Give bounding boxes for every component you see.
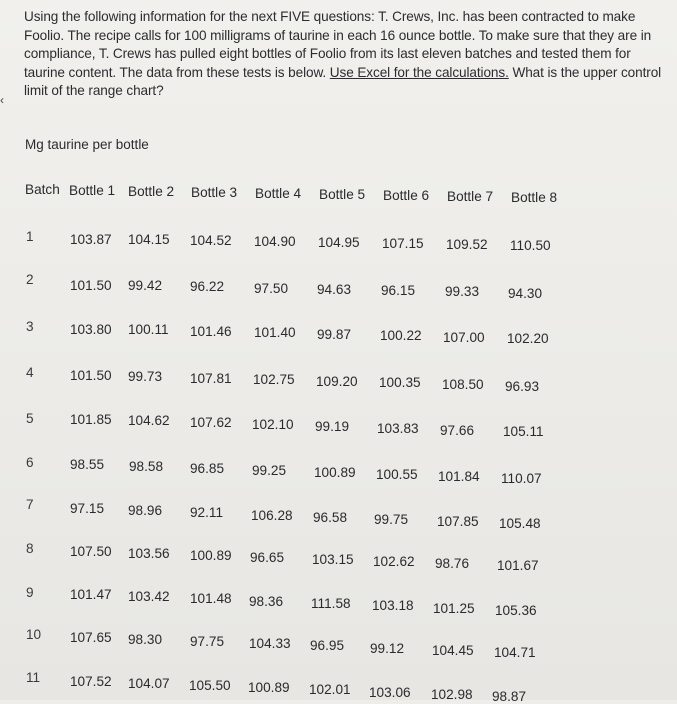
batch-number: 9 <box>26 585 34 600</box>
edge-artifact: ‹ <box>0 93 4 107</box>
table-cell: 103.80 <box>70 322 112 337</box>
table-cell: 99.42 <box>128 278 163 293</box>
table-cell: 101.25 <box>433 601 475 616</box>
table-cell: 107.50 <box>70 544 112 559</box>
table-cell: 100.89 <box>248 680 290 695</box>
table-cell: 97.75 <box>190 634 225 649</box>
table-cell: 103.06 <box>369 685 411 700</box>
table-cell: 96.93 <box>505 379 540 394</box>
table-cell: 104.95 <box>318 235 360 250</box>
table-cell: 94.30 <box>508 286 543 301</box>
table-cell: 103.83 <box>377 421 419 436</box>
batch-number: 4 <box>26 365 34 380</box>
batch-number: 10 <box>26 627 42 642</box>
table-cell: 111.58 <box>311 596 351 611</box>
question-body: Using the following information for the next FIVE questions: T. Crews, Inc. has been contracted to make Foolio. The recipe calls for 100 milligrams of taurine in each 16 ounce bottle. To make sure that they are in compliance, T. Crews has pulled eight bottles of Foolio from its last eleven batches and tested them for taurine content. The data from these tests is below. <box>24 9 652 80</box>
table-cell: 98.76 <box>435 556 470 571</box>
table-cell: 110.07 <box>501 471 542 486</box>
table-cell: 102.10 <box>252 417 294 432</box>
table-cell: 104.62 <box>128 413 170 428</box>
table-cell: 102.62 <box>373 554 415 569</box>
header-bottle-3: Bottle 3 <box>191 185 238 200</box>
table-cell: 105.36 <box>495 603 537 618</box>
table-cell: 104.45 <box>432 643 474 658</box>
table-cell: 99.73 <box>128 369 163 384</box>
table-cell: 109.52 <box>446 237 488 252</box>
table-cell: 96.65 <box>250 550 285 565</box>
table-cell: 98.96 <box>128 503 163 518</box>
table-cell: 102.98 <box>431 687 473 702</box>
table-cell: 101.50 <box>70 368 112 383</box>
table-cell: 104.15 <box>128 232 170 247</box>
table-cell: 101.84 <box>438 469 480 484</box>
question-text <box>24 8 664 101</box>
table-cell: 109.20 <box>316 374 358 389</box>
excel-instruction: Use Excel for the calculations. <box>329 64 509 80</box>
table-cell: 102.75 <box>253 372 295 387</box>
header-bottle-2: Bottle 2 <box>128 184 175 199</box>
table-cell: 101.85 <box>70 412 112 427</box>
batch-number: 1 <box>26 229 34 244</box>
batch-number: 6 <box>26 455 34 470</box>
table-cell: 107.62 <box>190 415 232 430</box>
header-bottle-8: Bottle 8 <box>511 190 558 205</box>
table-cell: 100.89 <box>190 548 232 563</box>
batch-number: 5 <box>26 411 34 426</box>
table-cell: 107.15 <box>382 236 424 251</box>
table-cell: 96.58 <box>313 510 348 525</box>
table-cell: 107.52 <box>70 674 112 689</box>
header-bottle-5: Bottle 5 <box>319 187 366 202</box>
table-cell: 99.33 <box>445 284 480 299</box>
table-cell: 104.07 <box>128 676 170 691</box>
batch-number: 2 <box>26 272 34 287</box>
table-cell: 94.63 <box>317 282 352 297</box>
table-cell: 97.15 <box>70 501 105 516</box>
table-cell: 104.71 <box>494 645 536 660</box>
table-cell: 107.00 <box>443 330 485 345</box>
table-cell: 99.75 <box>374 512 409 527</box>
table-cell: 100.55 <box>376 467 418 482</box>
table-cell: 102.20 <box>507 331 549 346</box>
batch-number: 8 <box>26 541 34 556</box>
table-cell: 98.36 <box>249 594 284 609</box>
table-cell: 107.81 <box>190 371 232 386</box>
table-cell: 101.48 <box>190 591 232 606</box>
table-cell: 110.50 <box>510 238 551 253</box>
table-cell: 107.85 <box>437 514 479 529</box>
table-cell: 107.65 <box>70 630 112 645</box>
table-cell: 105.48 <box>499 516 541 531</box>
table-cell: 108.50 <box>442 377 484 392</box>
table-cell: 98.58 <box>129 459 164 474</box>
table-cell: 98.55 <box>70 457 105 472</box>
batch-number: 7 <box>26 497 34 512</box>
table-cell: 96.22 <box>190 279 225 294</box>
header-bottle-1: Bottle 1 <box>69 183 116 198</box>
table-cell: 101.67 <box>497 558 539 573</box>
table-cell: 103.18 <box>372 598 414 613</box>
header-bottle-6: Bottle 6 <box>383 188 430 203</box>
table-cell: 99.87 <box>317 327 352 342</box>
table-cell: 96.95 <box>310 638 345 653</box>
table-cell: 98.87 <box>492 689 527 704</box>
table-cell: 98.30 <box>128 632 163 647</box>
table-cell: 105.50 <box>189 678 231 693</box>
table-cell: 104.90 <box>254 234 296 249</box>
table-cell: 99.19 <box>315 419 350 434</box>
table-cell: 100.35 <box>379 375 421 390</box>
table-cell: 103.56 <box>128 546 170 561</box>
header-bottle-4: Bottle 4 <box>255 186 302 201</box>
table-cell: 106.28 <box>251 508 293 523</box>
table-cell: 100.89 <box>314 465 356 480</box>
table-cell: 97.66 <box>440 423 475 438</box>
table-cell: 103.42 <box>128 589 170 604</box>
table-cell: 104.33 <box>249 636 291 651</box>
table-cell: 96.15 <box>381 283 416 298</box>
table-cell: 101.50 <box>70 278 112 293</box>
table-cell: 97.50 <box>254 281 289 296</box>
table-cell: 103.87 <box>70 232 112 247</box>
table-cell: 101.47 <box>70 587 112 602</box>
batch-number: 11 <box>26 670 41 685</box>
table-cell: 101.40 <box>254 325 296 340</box>
table-cell: 104.52 <box>190 233 232 248</box>
table-cell: 96.85 <box>190 461 225 476</box>
header-batch: Batch <box>25 182 60 197</box>
table-cell: 99.12 <box>370 641 405 656</box>
table-cell: 102.01 <box>309 682 351 697</box>
table-cell: 99.25 <box>252 463 287 478</box>
table-cell: 100.11 <box>128 322 169 337</box>
table-cell: 100.22 <box>380 328 422 343</box>
table-cell: 92.11 <box>190 505 224 520</box>
table-cell: 101.46 <box>190 324 232 339</box>
table-caption: Mg taurine per bottle <box>25 137 149 152</box>
batch-number: 3 <box>26 319 34 334</box>
header-bottle-7: Bottle 7 <box>447 189 494 204</box>
question-prompt: What is the upper control limit of the range chart? <box>24 64 662 99</box>
table-cell: 103.15 <box>312 552 354 567</box>
table-cell: 105.11 <box>503 424 544 439</box>
